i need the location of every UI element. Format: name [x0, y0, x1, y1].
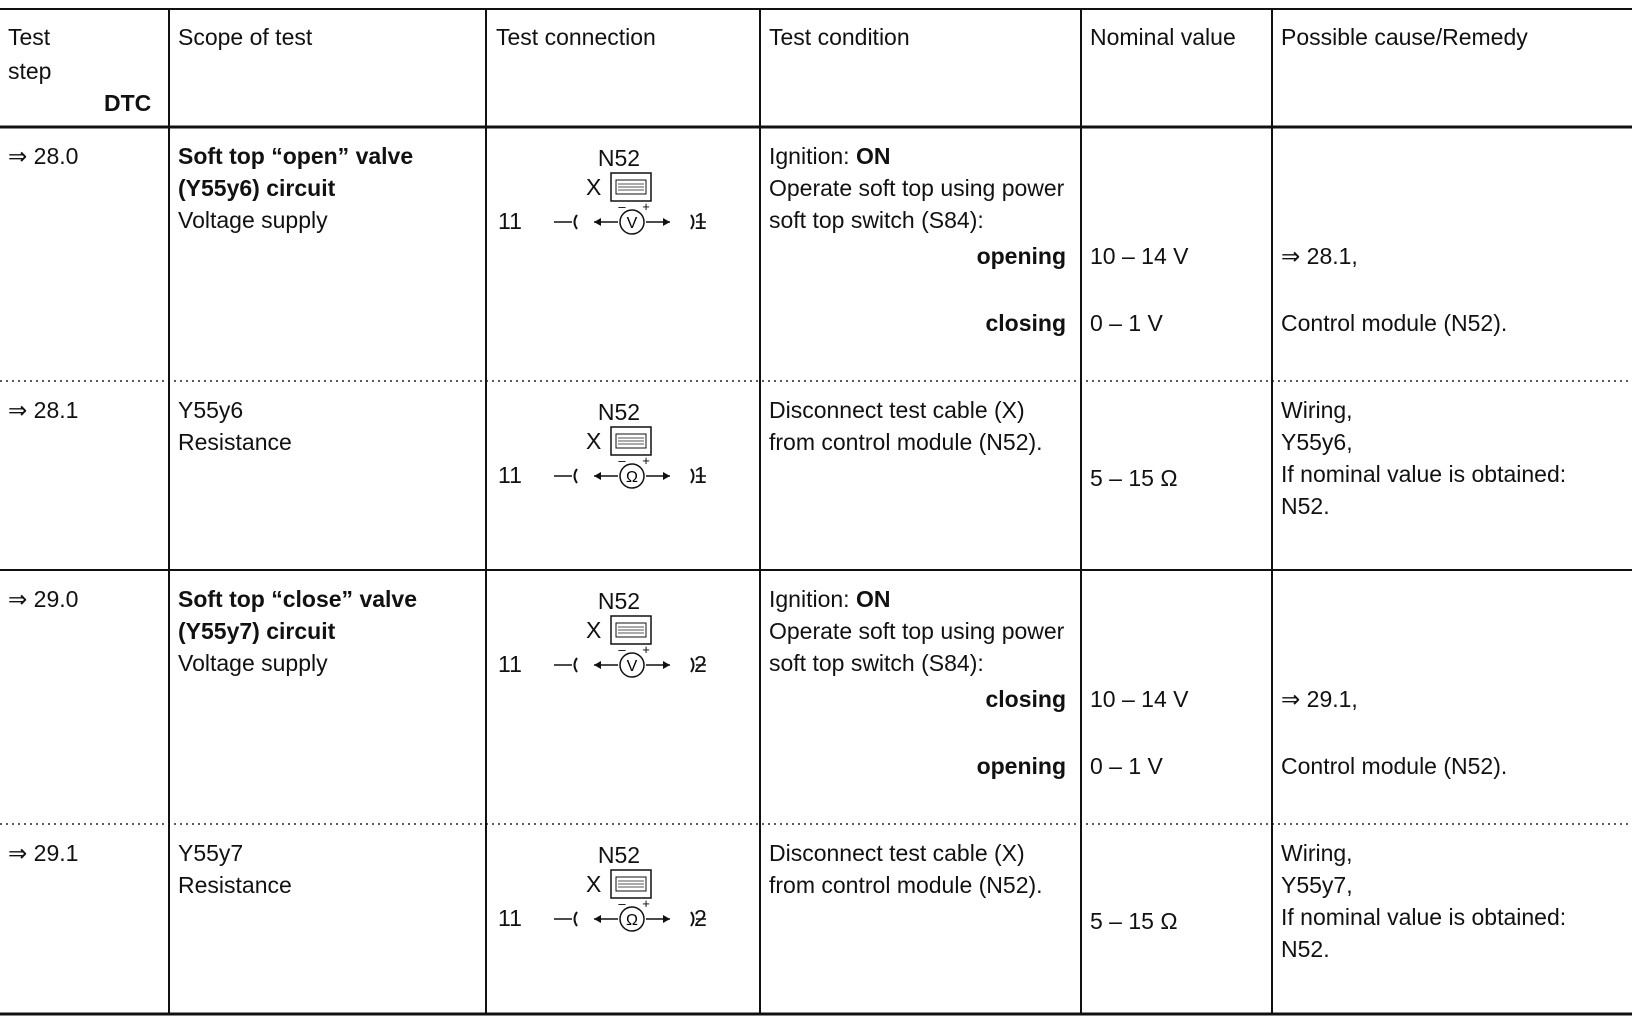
header-dtc: DTC — [104, 90, 152, 116]
remedy-text: Wiring, Y55y7, If nominal value is obtained: N52. — [1281, 840, 1567, 962]
nominal-value: 5 – 15 Ω — [1090, 908, 1178, 934]
remedy-text: Wiring, Y55y6, If nominal value is obtained: N52. — [1281, 397, 1567, 519]
svg-text:–: – — [618, 642, 626, 657]
test-connection-diagram — [488, 585, 750, 685]
test-condition: Disconnect test cable (X) from control module (N52). — [769, 840, 1043, 898]
scope-of-test: Soft top “open” valve (Y55y6) circuit Voltage supply — [178, 143, 414, 233]
test-condition: Ignition: ON Operate soft top using power soft top switch (S84): — [769, 586, 1065, 676]
test-cable-label: X — [586, 428, 602, 454]
voltmeter-icon — [554, 641, 744, 681]
header-scope: Scope of test — [178, 24, 313, 50]
nominal-value: 10 – 14 V — [1090, 686, 1189, 712]
svg-text:Ω: Ω — [626, 469, 638, 486]
pin-right: 1 — [694, 208, 707, 234]
pin-left: 11 — [498, 651, 522, 677]
header-nominal: Nominal value — [1090, 24, 1236, 50]
svg-text:Ω: Ω — [626, 912, 638, 929]
svg-text:–: – — [618, 896, 626, 911]
nominal-value: 0 – 1 V — [1090, 310, 1163, 336]
test-connection-diagram — [488, 396, 750, 496]
module-label: N52 — [597, 145, 641, 171]
header-connection: Test connection — [496, 24, 656, 50]
pin-left: 11 — [498, 208, 522, 234]
condition-opening: opening — [976, 753, 1066, 779]
scope-of-test: Y55y7 Resistance — [178, 840, 292, 898]
test-step: ⇒ 28.1 — [8, 397, 79, 423]
nominal-value: 10 – 14 V — [1090, 243, 1189, 269]
pin-right: 2 — [694, 651, 707, 677]
svg-text:+: + — [642, 199, 650, 214]
header-condition: Test condition — [769, 24, 910, 50]
test-condition: Disconnect test cable (X) from control module (N52). — [769, 397, 1043, 455]
test-connection-diagram — [488, 142, 750, 242]
svg-text:–: – — [618, 199, 626, 214]
header-test-step: Test step — [8, 24, 52, 84]
test-connection-diagram — [488, 839, 750, 939]
pin-right: 1 — [694, 462, 707, 488]
condition-closing: closing — [985, 686, 1066, 712]
remedy-text: Control module (N52). — [1281, 753, 1508, 779]
remedy-text: Control module (N52). — [1281, 310, 1508, 336]
voltmeter-icon — [554, 198, 744, 238]
scope-of-test: Soft top “close” valve (Y55y7) circuit Voltage supply — [178, 586, 418, 676]
condition-opening: opening — [976, 243, 1066, 269]
test-step: ⇒ 28.0 — [8, 143, 79, 169]
test-step: ⇒ 29.0 — [8, 586, 79, 612]
svg-text:+: + — [642, 642, 650, 657]
test-step: ⇒ 29.1 — [8, 840, 79, 866]
svg-text:V: V — [626, 658, 638, 675]
module-label: N52 — [597, 842, 641, 868]
test-cable-label: X — [586, 617, 602, 643]
pin-left: 11 — [498, 462, 522, 488]
svg-text:+: + — [642, 896, 650, 911]
scope-of-test: Y55y6 Resistance — [178, 397, 292, 455]
test-condition: Ignition: ON Operate soft top using power soft top switch (S84): — [769, 143, 1065, 233]
module-label: N52 — [597, 399, 641, 425]
nominal-value: 0 – 1 V — [1090, 753, 1163, 779]
svg-text:V: V — [626, 215, 638, 232]
test-cable-label: X — [586, 871, 602, 897]
ohmmeter-icon — [554, 452, 744, 492]
ohmmeter-icon — [554, 895, 744, 935]
remedy-link[interactable]: ⇒ 28.1, — [1281, 243, 1358, 269]
test-cable-label: X — [586, 174, 602, 200]
svg-text:+: + — [642, 453, 650, 468]
pin-right: 2 — [694, 905, 707, 931]
module-label: N52 — [597, 588, 641, 614]
nominal-value: 5 – 15 Ω — [1090, 465, 1178, 491]
remedy-link[interactable]: ⇒ 29.1, — [1281, 686, 1358, 712]
pin-left: 11 — [498, 905, 522, 931]
header-remedy: Possible cause/Remedy — [1281, 24, 1528, 50]
condition-closing: closing — [985, 310, 1066, 336]
svg-text:–: – — [618, 453, 626, 468]
